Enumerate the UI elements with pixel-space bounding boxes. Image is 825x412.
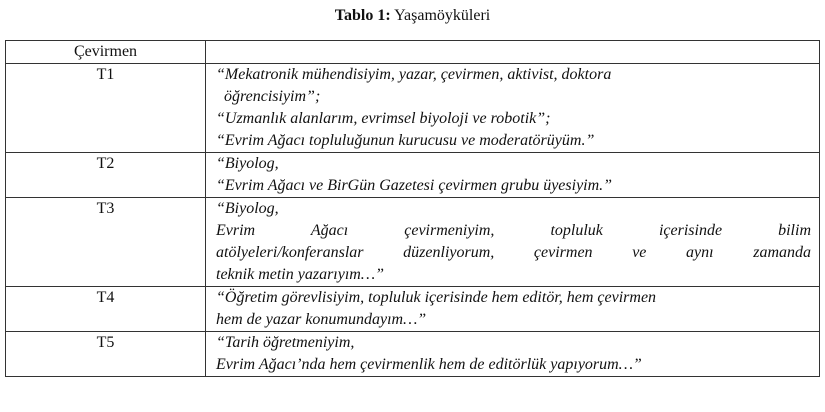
biography-line: “Mekatronik mühendisiyim, yazar, çevirmen, aktivist, doktora (216, 66, 612, 83)
translator-id: T1 (6, 64, 206, 153)
header-translator: Çevirmen (6, 41, 206, 64)
biography-line: teknik metin yazarıyım…” (216, 266, 384, 283)
biography-line: “Tarih öğretmeniyim, (216, 334, 355, 351)
table-row (6, 198, 820, 287)
translator-id: T5 (6, 332, 206, 377)
biography-line: “Evrim Ağacı topluluğunun kurucusu ve moderatörüyüm.” (216, 132, 595, 149)
biography-line: atölyeleri/konferanslar düzenliyorum, çevirmen ve aynı zamanda (216, 244, 811, 261)
biography-line: öğrencisiyim”; (224, 88, 321, 105)
table-row (6, 332, 820, 377)
biography-text (206, 287, 820, 332)
caption-label: Tablo 1: (334, 7, 391, 24)
caption-title: Yaşamöyküleri (394, 7, 491, 24)
biography-line: Evrim Ağacı’nda hem çevirmenlik hem de editörlük yapıyorum…” (216, 356, 642, 373)
header-empty (206, 41, 820, 64)
table-caption (0, 6, 825, 26)
translator-id: T3 (6, 198, 206, 287)
translator-id: T2 (6, 153, 206, 198)
biography-line: “Biyolog, (216, 200, 279, 217)
table-row (6, 287, 820, 332)
biography-line: “Öğretim görevlisiyim, topluluk içerisinde hem editör, hem çevirmen (216, 289, 657, 306)
biographies-table (5, 40, 820, 377)
biography-text (206, 64, 820, 153)
table-row (6, 64, 820, 153)
biography-text (206, 153, 820, 198)
biography-text (206, 198, 820, 287)
table-row (6, 153, 820, 198)
biography-line: “Biyolog, (216, 155, 279, 172)
table-header-row (6, 41, 820, 64)
biography-line: hem de yazar konumundayım…” (216, 311, 427, 328)
biography-line: “Uzmanlık alanlarım, evrimsel biyoloji ve robotik”; (216, 110, 551, 127)
biography-text (206, 332, 820, 377)
translator-id: T4 (6, 287, 206, 332)
biography-line: “Evrim Ağacı ve BirGün Gazetesi çevirmen grubu üyesiyim.” (216, 177, 613, 194)
biography-line: Evrim Ağacı çevirmeniyim, topluluk içerisinde bilim (216, 222, 811, 239)
